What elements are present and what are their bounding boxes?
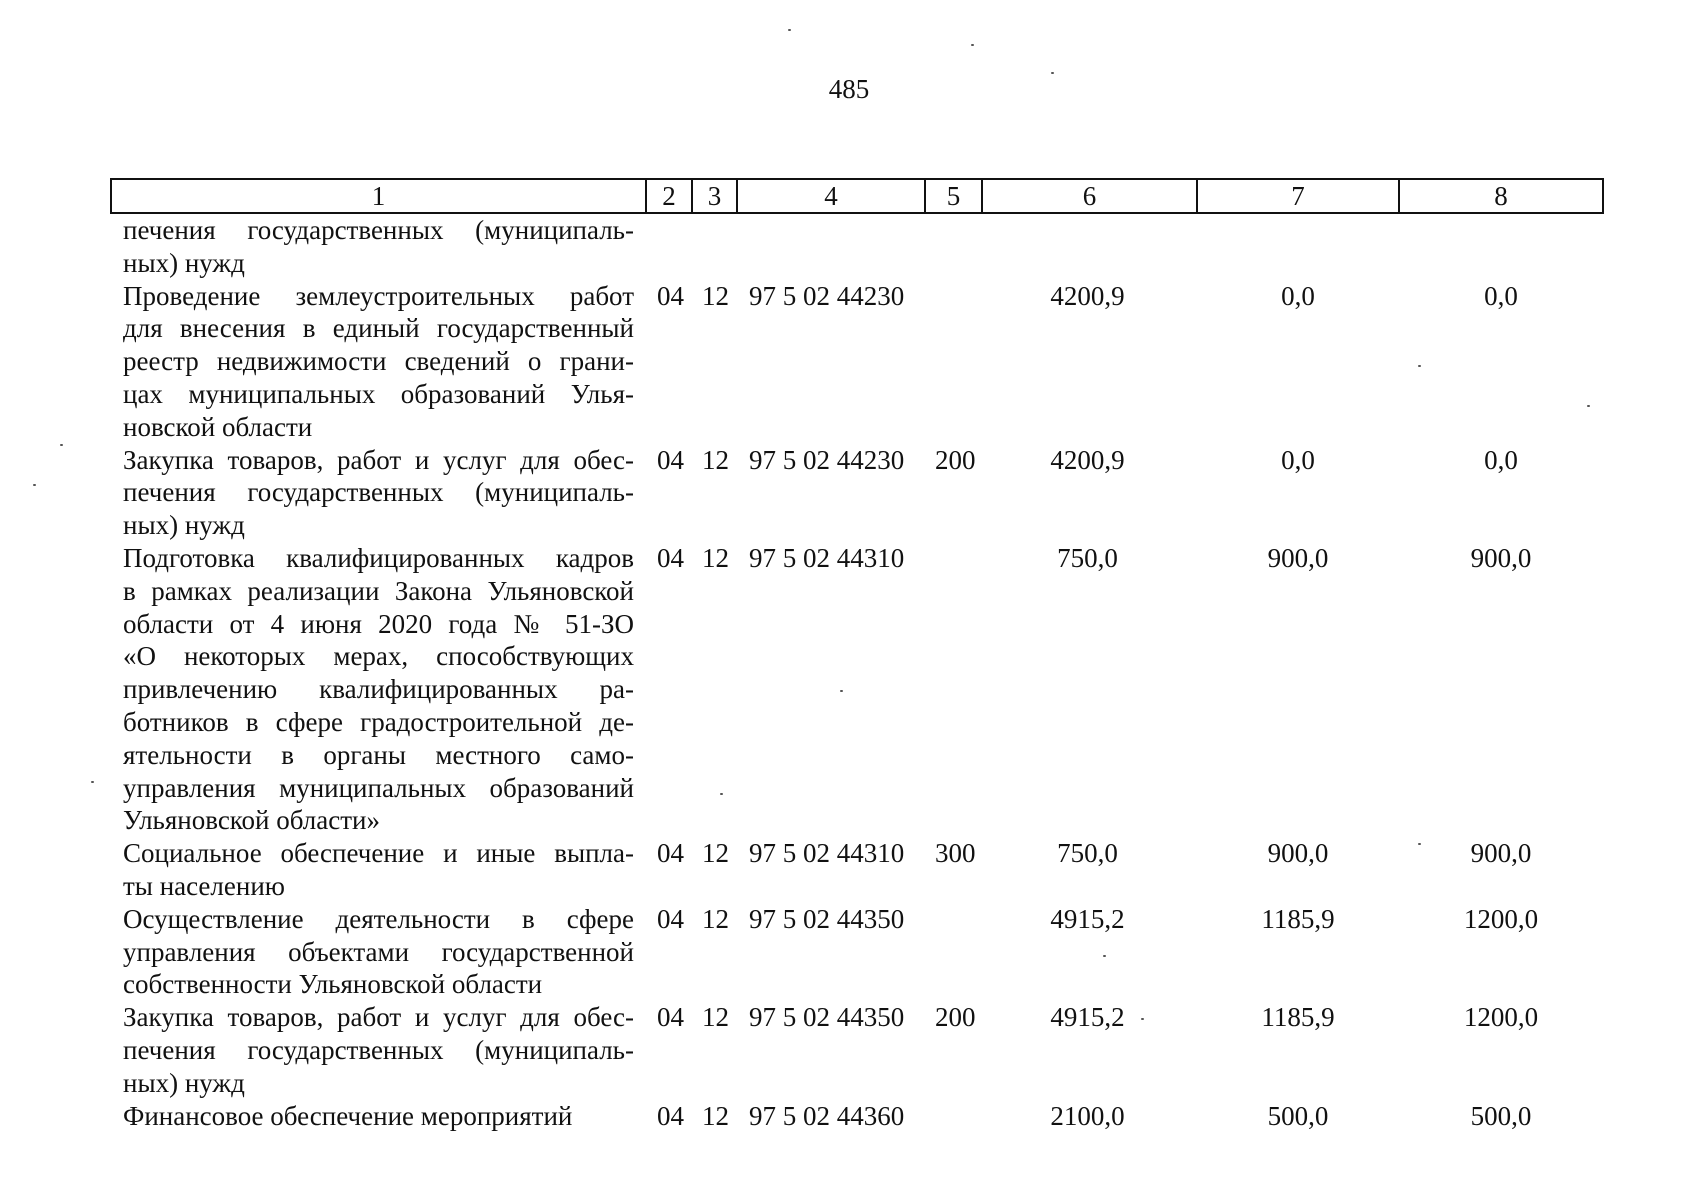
cell-value-col8 (1399, 213, 1603, 280)
cell-value-col7: 0,0 (1281, 280, 1315, 311)
cell-item-name (111, 213, 646, 280)
cell-value-col8: 0,0 (1484, 280, 1518, 311)
cell-value-col8: 1200,0 (1463, 1002, 1539, 1033)
cell-subsection: 12 (702, 280, 729, 311)
item-name-line: «О некоторых мерах, способствующих (123, 641, 634, 672)
item-name-line: ных) нужд (123, 247, 245, 278)
header-col-7: 7 (1197, 179, 1399, 213)
cell-target-code: 97 5 02 44310 (749, 542, 905, 573)
cell-section (646, 213, 692, 280)
cell-subsection (692, 213, 737, 280)
header-col-8: 8 (1399, 179, 1603, 213)
cell-value-col6 (982, 213, 1197, 280)
cell-section: 04 (657, 444, 684, 475)
cell-expense-type (925, 542, 982, 837)
scan-speck (788, 29, 791, 31)
cell-item-name (111, 837, 646, 903)
cell-target-code: 97 5 02 44230 (749, 444, 905, 475)
item-name-line: привлечению квалифицированных ра- (123, 674, 634, 705)
cell-value-col7: 1185,9 (1261, 903, 1335, 934)
cell-section: 04 (657, 542, 684, 573)
scan-speck (91, 781, 94, 783)
cell-section: 04 (657, 838, 684, 869)
item-name-line: ботников в сфере градостроительной де- (123, 706, 634, 737)
header-col-4: 4 (737, 179, 925, 213)
cell-item-name (111, 444, 646, 542)
cell-target-code: 97 5 02 44230 (749, 280, 905, 311)
cell-item-name (111, 542, 646, 837)
budget-table-container (110, 178, 1602, 1132)
table-row (111, 444, 1603, 542)
cell-value-col8: 0,0 (1484, 444, 1518, 475)
cell-value-col8: 900,0 (1470, 838, 1532, 869)
item-name-line: реестр недвижимости сведений о грани- (123, 346, 634, 377)
cell-subsection: 12 (702, 542, 729, 573)
item-name-line: ятельности в органы местного само- (123, 739, 634, 770)
cell-value-col6: 4915,2 (1050, 903, 1125, 934)
cell-subsection: 12 (702, 1002, 729, 1033)
cell-expense-type: 300 (935, 838, 976, 869)
cell-expense-type: 200 (935, 1002, 976, 1033)
item-name-line: Проведение землеустроительных работ (123, 280, 634, 311)
cell-subsection: 12 (702, 838, 729, 869)
item-name-line: управления объектами государственной (123, 936, 634, 967)
item-name-line: ных) нужд (123, 510, 245, 541)
item-name-line: Закупка товаров, работ и услуг для обес- (123, 1002, 634, 1033)
item-name-line: цах муниципальных образований Улья- (123, 378, 634, 409)
scan-speck (720, 793, 723, 795)
page-number: 485 (828, 74, 870, 104)
scan-speck (1141, 1018, 1144, 1020)
scan-speck (1103, 955, 1106, 957)
item-name-line: Ульяновской области» (123, 805, 381, 836)
table-header-row (111, 179, 1603, 213)
cell-expense-type: 200 (935, 444, 976, 475)
scan-speck (33, 484, 36, 486)
item-name-line: Осуществление деятельности в сфере (123, 903, 634, 934)
table-body (111, 213, 1603, 1132)
item-name-line: ты населению (123, 870, 285, 901)
cell-subsection: 12 (702, 1100, 729, 1131)
cell-section: 04 (657, 903, 684, 934)
item-name-line: Финансовое обеспечение мероприятий (123, 1100, 573, 1131)
cell-value-col6: 750,0 (1057, 838, 1118, 869)
cell-target-code (737, 213, 925, 280)
item-name-line: Социальное обеспечение и иные выпла- (123, 838, 634, 869)
table-row (111, 837, 1603, 903)
cell-value-col6: 2100,0 (1050, 1100, 1125, 1131)
cell-value-col7: 500,0 (1267, 1100, 1329, 1131)
item-name-line: печения государственных (муниципаль- (123, 1034, 634, 1065)
cell-value-col7 (1197, 213, 1399, 280)
table-row (111, 280, 1603, 444)
cell-section: 04 (657, 1100, 684, 1131)
header-col-3: 3 (692, 179, 737, 213)
item-name-line: ных) нужд (123, 1067, 245, 1098)
scan-speck (1051, 72, 1054, 74)
header-col-5: 5 (925, 179, 982, 213)
cell-target-code: 97 5 02 44350 (749, 1002, 905, 1033)
cell-value-col6: 4200,9 (1050, 444, 1125, 475)
item-name-line: собственности Ульяновской области (123, 969, 543, 1000)
table-row (111, 903, 1603, 1001)
item-name-line: в рамках реализации Закона Ульяновской (123, 575, 634, 606)
cell-value-col6: 4915,2 (1050, 1002, 1125, 1033)
item-name-line: новской области (123, 411, 313, 442)
cell-item-name (111, 280, 646, 444)
cell-section: 04 (657, 280, 684, 311)
scan-speck (971, 44, 974, 46)
table-row (111, 1001, 1603, 1099)
cell-value-col7: 900,0 (1267, 542, 1329, 573)
scan-speck (1418, 843, 1421, 845)
item-name-line: печения государственных (муниципаль- (123, 477, 634, 508)
cell-item-name (111, 903, 646, 1001)
cell-value-col6: 750,0 (1057, 542, 1118, 573)
table-row (111, 542, 1603, 837)
cell-value-col6: 4200,9 (1050, 280, 1125, 311)
cell-value-col8: 900,0 (1470, 542, 1532, 573)
cell-subsection: 12 (702, 444, 729, 475)
item-name-line: для внесения в единый государственный (123, 313, 634, 344)
cell-value-col7: 1185,9 (1261, 1002, 1335, 1033)
cell-item-name (111, 1001, 646, 1099)
cell-expense-type (925, 213, 982, 280)
cell-value-col7: 0,0 (1281, 444, 1315, 475)
cell-subsection: 12 (702, 903, 729, 934)
cell-value-col7: 900,0 (1267, 838, 1329, 869)
cell-expense-type (925, 280, 982, 444)
cell-expense-type (925, 1100, 982, 1133)
cell-value-col8: 500,0 (1470, 1100, 1532, 1131)
header-col-2: 2 (646, 179, 692, 213)
table-row (111, 1100, 1603, 1133)
item-name-line: Подготовка квалифицированных кадров (123, 542, 634, 573)
cell-expense-type (925, 903, 982, 1001)
scan-speck (60, 444, 63, 446)
header-col-1: 1 (111, 179, 646, 213)
table-row (111, 213, 1603, 280)
item-name-line: Закупка товаров, работ и услуг для обес- (123, 444, 634, 475)
cell-section: 04 (657, 1002, 684, 1033)
header-col-6: 6 (982, 179, 1197, 213)
cell-target-code: 97 5 02 44360 (749, 1100, 905, 1131)
budget-table (110, 178, 1604, 1132)
scan-speck (1587, 405, 1590, 407)
cell-value-col8: 1200,0 (1463, 903, 1539, 934)
cell-target-code: 97 5 02 44350 (749, 903, 905, 934)
scan-speck (1418, 365, 1421, 367)
item-name-line: печения государственных (муниципаль- (123, 215, 634, 245)
item-name-line: области от 4 июня 2020 года № 51-ЗО (123, 608, 634, 639)
scan-speck (840, 690, 843, 692)
cell-target-code: 97 5 02 44310 (749, 838, 905, 869)
item-name-line: управления муниципальных образований (123, 772, 634, 803)
cell-item-name (111, 1100, 646, 1133)
